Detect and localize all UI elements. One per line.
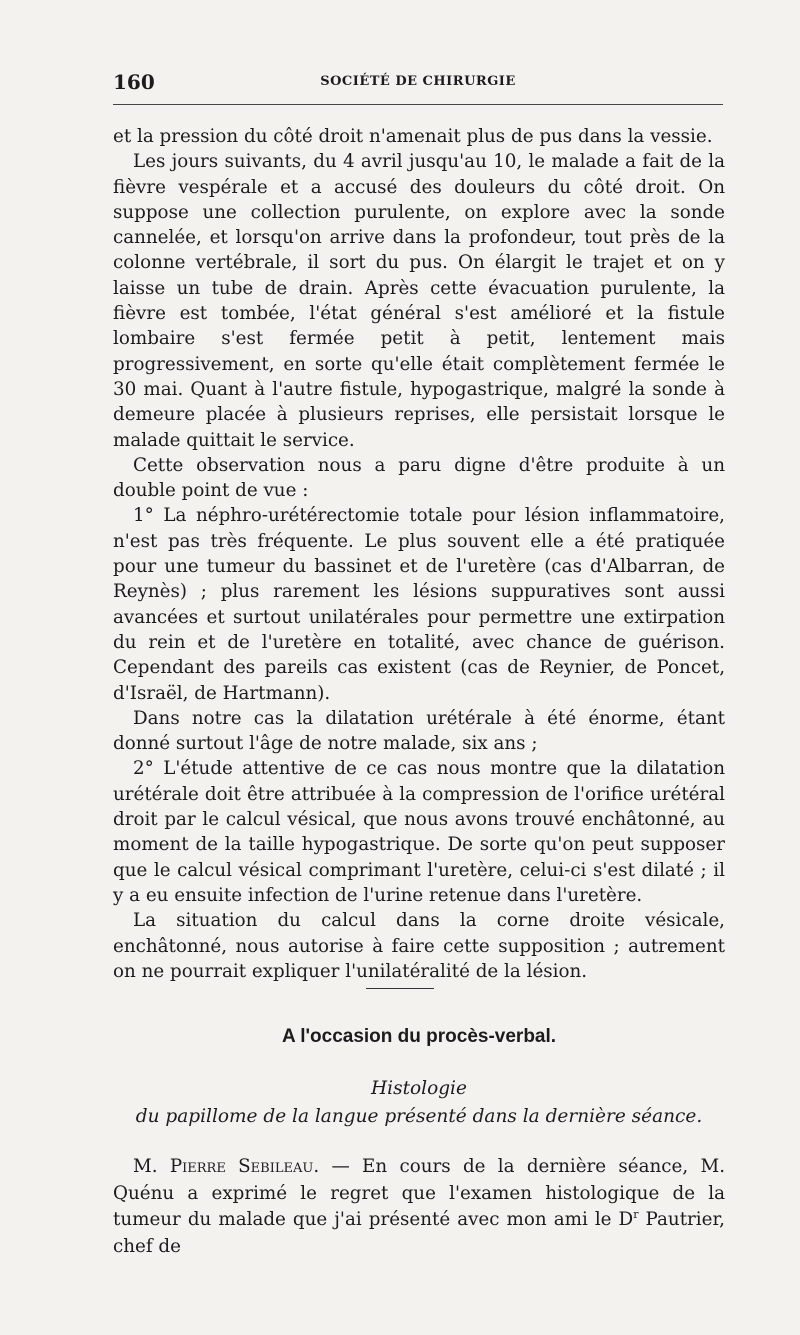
paragraph: et la pression du côté droit n'amenait plus de pus dans la vessie. xyxy=(113,126,713,147)
paragraph: Cette observation nous a paru digne d'être produite à un double point de vue : xyxy=(113,454,725,502)
body-text xyxy=(113,124,725,984)
running-title: SOCIÉTÉ DE CHIRURGIE xyxy=(320,74,516,89)
section-heading: A l'occasion du procès-verbal. xyxy=(281,1026,557,1047)
closing-text-end: Pautrier, chef de xyxy=(113,1209,725,1257)
section-subtitle-detail: du papillome de la langue présenté dans la dernière séance. xyxy=(135,1106,703,1127)
section-subtitle: Histologie xyxy=(371,1078,467,1099)
paragraph: 2° L'étude attentive de ce cas nous montre que la dilatation urétérale doit être attribuée à la compression de l'orifice urétéral droit par le calcul vésical, que nous avons trouvé enchâtonné, au moment de la taille hypogastrique. De sorte qu'on peut supposer que le calcul vésical comprimant l'uretère, celui-ci s'est dilaté ; il y a eu ensuite infection de l'urine retenue dans l'uretère. xyxy=(113,758,725,906)
paragraph: La situation du calcul dans la corne droite vésicale, enchâtonné, nous autorise à faire cette supposition ; autrement on ne pourrait expliquer l'unilatéralité de la lésion. xyxy=(113,910,725,982)
page-header xyxy=(113,70,723,96)
page-number: 160 xyxy=(113,70,155,94)
closing-text: — En cours de la dernière séance, M. Quénu a exprimé le regret que l'examen histologique de la tumeur du malade que j'ai présenté avec mon ami le D xyxy=(113,1156,726,1230)
paragraph: Dans notre cas la dilatation urétérale à été énorme, étant donné surtout l'âge de notre malade, six ans ; xyxy=(113,707,725,755)
paragraph: 1° La néphro-urétérectomie totale pour lésion inflammatoire, n'est pas très fréquente. Le plus souvent elle a été pratiquée pour une tumeur du bassinet et de l'uretère (cas d'Albarran, de Reynès) ; plus rarement les lésions suppuratives sont aussi avancées et surtout unilatérales pour permettre une extirpation du rein et de l'uretère en totalité, avec chance de guérison. Cependant des pareils cas existent (cas de Reynier, de Poncet, d'Israël, de Hartmann). xyxy=(113,505,725,704)
closing-paragraph xyxy=(113,1154,725,1260)
section-separator xyxy=(366,988,434,989)
paragraph: Les jours suivants, du 4 avril jusqu'au 10, le malade a fait de la fièvre vespérale et a accusé des douleurs du côté droit. On suppose une collection purulente, on explore avec la sonde cannelée, et lorsqu'on arrive dans la profondeur, tout près de la colonne vertébrale, il sort du pus. On élargit le trajet et on y laisse un tube de drain. Après cette évacuation purulente, la fièvre est tombée, l'état général s'est amélioré et la fistule lombaire s'est fermée petit à petit, lentement mais progressivement, en sorte qu'elle était complètement fermée le 30 mai. Quant à l'autre fistule, hypogastrique, malgré la sonde à demeure placée à plusieurs reprises, elle persistait lorsque le malade quittait le service. xyxy=(113,151,725,451)
speaker-name: M. Pierre Sebileau. xyxy=(133,1156,320,1177)
header-rule xyxy=(113,104,723,105)
doctor-abbrev-sup: r xyxy=(633,1207,639,1221)
